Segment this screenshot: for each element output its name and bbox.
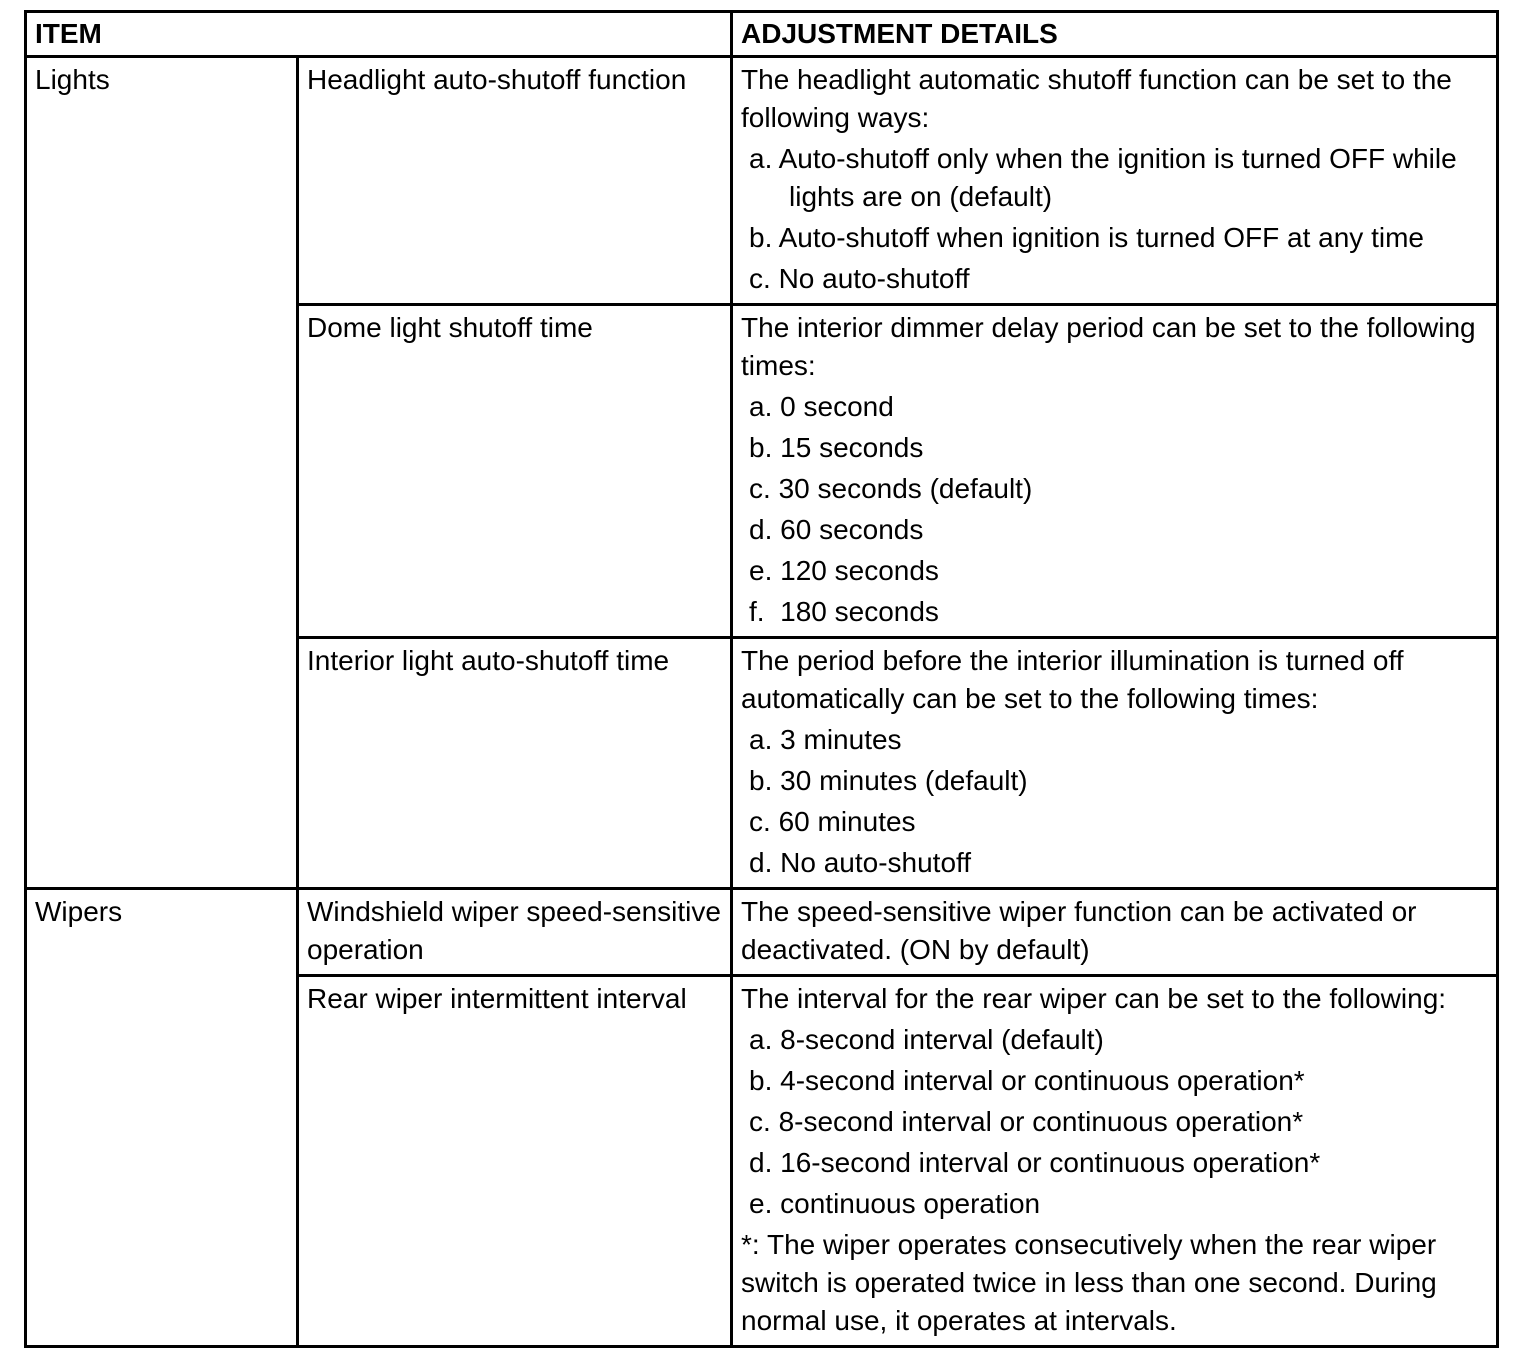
table-row <box>26 57 1498 305</box>
option-item: c. 8-second interval or continuous operation* <box>749 1106 1304 1137</box>
details-cell-dome-light-shutoff-time <box>732 305 1498 638</box>
option-item: c. 60 minutes <box>749 806 916 837</box>
option-item: a. 3 minutes <box>749 724 902 755</box>
sub-item-windshield-wiper-speed-sensitive: Windshield wiper speed-sensitive operation <box>298 889 732 976</box>
option-item: b. Auto-shutoff when ignition is turned OFF at any time <box>749 222 1424 253</box>
details-intro: The speed-sensitive wiper function can be activated or deactivated. (ON by default) <box>741 896 1417 965</box>
header-row <box>26 12 1498 57</box>
details-cell-rear-wiper-intermittent-interval <box>732 976 1498 1347</box>
table-row <box>26 889 1498 976</box>
details-cell-windshield-wiper-speed-sensitive <box>732 889 1498 976</box>
option-item: a. 8-second interval (default) <box>749 1024 1104 1055</box>
option-item: a. Auto-shutoff only when the ignition is turned OFF while lights are on (default) <box>749 143 1457 212</box>
vehicle-settings-table <box>24 10 1499 1348</box>
option-item: a. 0 second <box>749 391 894 422</box>
option-item: b. 30 minutes (default) <box>749 765 1028 796</box>
details-intro: The headlight automatic shutoff function can be set to the following ways: <box>741 64 1452 133</box>
option-item: e. continuous operation <box>749 1188 1041 1219</box>
details-intro: The period before the interior illumination is turned off automatically can be set to the following times: <box>741 645 1404 714</box>
sub-item-headlight-auto-shutoff: Headlight auto-shutoff function <box>298 57 732 305</box>
item-category-wipers: Wipers <box>26 889 298 1347</box>
details-cell-interior-light-auto-shutoff-time <box>732 638 1498 889</box>
item-header-cell: ITEM <box>26 12 732 57</box>
details-footnote: *: The wiper operates consecutively when the rear wiper switch is operated twice in less than one second. During normal use, it operates at intervals. <box>741 1229 1437 1336</box>
option-item: b. 4-second interval or continuous operation* <box>749 1065 1305 1096</box>
details-cell-headlight-auto-shutoff <box>732 57 1498 305</box>
option-item: d. No auto-shutoff <box>749 847 972 878</box>
adjustment-details-header-cell: ADJUSTMENT DETAILS <box>732 12 1498 57</box>
option-item: d. 60 seconds <box>749 514 924 545</box>
option-item: c. 30 seconds (default) <box>749 473 1033 504</box>
details-intro: The interior dimmer delay period can be set to the following times: <box>741 312 1476 381</box>
option-item: f. 180 seconds <box>749 596 939 627</box>
option-item: d. 16-second interval or continuous operation* <box>749 1147 1321 1178</box>
details-intro: The interval for the rear wiper can be set to the following: <box>741 983 1447 1014</box>
item-category-lights: Lights <box>26 57 298 889</box>
option-item: e. 120 seconds <box>749 555 939 586</box>
sub-item-rear-wiper-intermittent-interval: Rear wiper intermittent interval <box>298 976 732 1347</box>
option-item: b. 15 seconds <box>749 432 924 463</box>
sub-item-dome-light-shutoff-time: Dome light shutoff time <box>298 305 732 638</box>
sub-item-interior-light-auto-shutoff-time: Interior light auto-shutoff time <box>298 638 732 889</box>
option-item: c. No auto-shutoff <box>749 263 970 294</box>
